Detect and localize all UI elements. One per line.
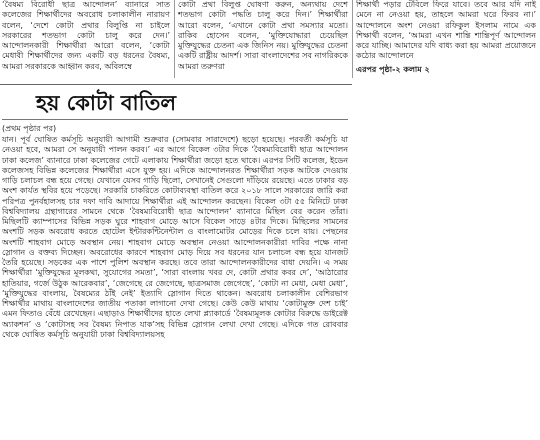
column-divider <box>174 0 175 78</box>
previous-article-continuation <box>0 0 540 84</box>
article-headline: হয় কোটা বাতিল <box>36 90 177 115</box>
blank-area <box>356 84 540 440</box>
article-byline: (প্রথম পৃষ্ঠার পর) <box>2 124 57 133</box>
continued-on-page-note: এরপর পৃষ্ঠা-২ কলাম ২ <box>356 64 430 74</box>
column-1-text: ‘বৈষম্য বিরোধী ছাত্র আন্দোলন’ ব্যানারে সাত কলেজের শিক্ষার্থীদের অবরোধ চলাকালীন নারায়ণ বলেন, ‘দেশে কোটা প্রথার বিলুপ্তি না চাইলে সরকারের শতভাগ কোটা চালু করে দেন।’ আন্দোলনকারী শিক্ষার্থীরা আরো বলেন, ‘কোটা মেধাবী শিক্ষার্থীদের জন্য একটি বড় ধরনের বৈষম্য, আমরা সরকারকে আহ্বান করব, অবিলম্বে <box>2 0 170 71</box>
article-body: যান। পূর্ব ঘোষিত কর্মসূচি অনুযায়ী আগামী শুক্রবার (সোমবার সারাদেশে) ছড়ো হয়েছে। পরবর্তী কর্মসূচি যা নেওয়া হবে, আমরা সে অনুযায়ী পালন করব।’ এর আগে বিকেল ৩টার দিকে ‘বৈষম্যবিরোধী ছাত্র আন্দোলন ঢাকা কলেজ’ ব্যানারে ঢাকা কলেজের গেটে এলাকায় শিক্ষার্থীরা জড়ো হতে থাকে। এরপর সিটি কলেজ, ইডেন কলেজসহ বিভিন্ন কলেজের শিক্ষার্থীরা এসে যুক্ত হয়। এদিকে আন্দোলনরত শিক্ষার্থীরা সড়ক আটকে দেওয়ায় গাড়ি চলাচল বন্ধ হয়ে গেছে। যেখানে যেসব গাড়ি ছিলো, সেখানেই সেগুলো দাঁড়িয়ে রয়েছে। এতে ঢাকার বড় অংশ কার্যত স্থবির হয়ে পড়েছে। সরকারি চাকরিতে কোটাব্যবস্থা বাতিল করে ২০১৮ সালে সরকারের জারি করা পরিপত্র পুনর্বহালসহ চার দফা দাবি আদায়ে শিক্ষার্থীরা এই আন্দোলন করছেন। বিকেল ৩টা ৫৫ মিনিটে ঢাকা বিশ্ববিদ্যালয় গ্রন্থাগারের সামনে থেকে ‘বৈষম্যবিরোধী ছাত্র আন্দোলন’ ব্যানারে মিছিল বের করেন তাঁরা। মিছিলটি ক্যাম্পাসের বিভিন্ন সড়ক ঘুরে শাহবাগ মোড়ে আসে বিকেল সাড়ে ৪টার দিকে। মিছিলের সামনের অংশটি সড়ক অবরোধ করতে হোটেল ইন্টারকন্টিনেন্টাল ও বাংলামোটর মোড়ের দিকে চলে যায়। পেছনের অংশটি শাহবাগ মোড়ে অবস্থান নেয়। শাহবাগ মোড়ে অবস্থান নেওয়া আন্দোলনকারীরা দাবির পক্ষে নানা স্লোগান ও বক্তব্য দিচ্ছেন। অবরোধের কারণে শাহবাগ মোড় দিয়ে সব ধরনের যান চলাচল বন্ধ হয়ে যানজট তৈরি হয়েছে। সড়কের এক পাশে পুলিশ অবস্থান করছে। তবে তারা আন্দোলনকারীদের বাধা দেয়নি। এ সময় শিক্ষার্থীরা ‘মুক্তিযুদ্ধের মূলকথা, সুযোগের সমতা’, ‘সারা বাংলায় খবর দে, কোটা প্রথার কবর দে’, ‘আঠারোর হাতিয়ার, গর্জে উঠুক আরেকবার’, ‘জেগেছে রে জেগেছে, ছাত্রসমাজ জেগেছে’, ‘কোটা না মেধা, মেধা মেধা’, ‘মুক্তিযুদ্ধের বাংলায়, বৈষম্যের ঠাঁই নেই’ ইত্যাদি স্লোগান দিতে থাকেন। অবরোধ চলাকালীন বেশিরভাগ শিক্ষার্থীর মাথায় বাংলাদেশের জাতীয় পতাকা লাগানো দেখা গেছে। কেউ কেউ মাথায় ‘কোটামুক্ত দেশ চাই’ এমন ফিতাও বেঁধে রেখেছেন। এছাড়াও শিক্ষার্থীদের হাতে লেখা প্ল্যাকার্ডে ‘বৈষম্যমূলক কোটার বিরুদ্ধে ডাইরেক্ট অ্যাকশন’ ও ‘কোটাসহ সব বৈষম্য নিপাত যাক’সহ বিভিন্ন স্লোগান লেখা দেখা গেছে। এদিকে গত রোববার থেকে ঘোষিত কর্মসূচি অনুযায়ী ঢাকা বিশ্ববিদ্যালয়সহ <box>2 135 348 339</box>
column-1 <box>2 0 170 72</box>
column-3 <box>356 0 536 75</box>
headline-rule <box>2 119 348 120</box>
column-3-text: শিক্ষার্থী পড়ার টেবিলে ফিরে যাবে। তবে আর যদি নাই মেনে না নেওয়া হয়, তাহলে আমরা ঘরে ফিরব না।’ আন্দোলনে অংশ নেওয়া রফিকুল ইসলাম নামে এক শিক্ষার্থী বলেন, ‘আমরা এখন শান্তি শান্তিপূর্ণ আন্দোলন করে যাচ্ছি। আমাদের যদি বাধ্য করা হয় আমরা প্রয়োজনে কঠোর আন্দোলনে <box>356 0 536 61</box>
section-divider <box>0 84 352 85</box>
column-2 <box>178 0 348 72</box>
column-2-text: কোটা প্রথা বিলুপ্ত ঘোষণা করুন, অন্যথায় দেশে শতভাগ কোটা পদ্ধতি চালু করে দিন।’ শিক্ষার্থীরা আরো বলেন, ‘এখানে কোটা প্রথা সমস্যার মতো। রাকিব হোসেন বলেন, ‘মুক্তিযোদ্ধারা চেয়েছিল মুক্তিযুদ্ধের চেতনা এক জিনিস নয়। মুক্তিযুদ্ধের চেতনা একটি রাষ্ট্রীয় আদর্শ। সারা বাংলাদেশের সব নাগরিককে আমরা তরুণরা <box>178 0 348 71</box>
column-divider <box>352 0 353 78</box>
article <box>2 88 348 340</box>
